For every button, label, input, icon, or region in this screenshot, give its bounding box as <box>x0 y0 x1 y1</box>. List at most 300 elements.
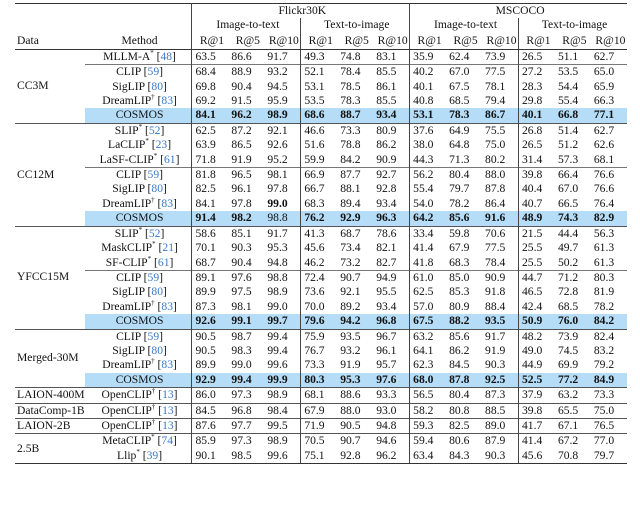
metric-header: R@5 <box>337 33 373 50</box>
metric-value-text: 42.4 <box>522 299 543 313</box>
metric-value <box>555 329 591 344</box>
data-cell: Merged-30M <box>15 329 85 388</box>
metric-value-text: 84.5 <box>449 358 470 372</box>
metric-value-text: 92.7 <box>376 168 397 182</box>
metric-value-text: 98.8 <box>267 211 288 225</box>
metric-value <box>482 314 518 329</box>
metric-value <box>446 344 482 358</box>
method-marker: † <box>151 387 156 396</box>
metric-value-text: 85.6 <box>449 211 470 225</box>
metric-value <box>264 182 300 196</box>
metric-value-text: 44.3 <box>413 152 434 166</box>
metric-value-text: 70.0 <box>304 299 325 313</box>
metric-header: R@5 <box>446 33 482 50</box>
metric-value-text: 61.0 <box>413 270 434 284</box>
metric-value <box>519 418 555 433</box>
metric-value <box>555 153 591 168</box>
metric-value-text: 76.5 <box>593 418 615 432</box>
data-cell: CC3M <box>15 49 85 123</box>
citation-link[interactable]: 21 <box>162 241 174 255</box>
metric-value <box>228 314 264 329</box>
metric-value-text: 62.6 <box>593 138 615 152</box>
metric-value-text: 99.4 <box>267 329 288 343</box>
method-cell: SF-CLIP* [61] <box>105 254 174 269</box>
metric-value-text: 95.7 <box>376 358 397 372</box>
metric-value-text: 93.0 <box>376 403 397 417</box>
metric-value <box>555 256 591 271</box>
citation-link[interactable]: 23 <box>155 138 168 152</box>
citation-link[interactable]: 80 <box>151 182 163 196</box>
metric-value <box>482 80 518 94</box>
citation-link[interactable]: 80 <box>151 79 163 93</box>
method-cell: CLIP [59] <box>85 329 192 344</box>
method-marker: * <box>152 240 156 249</box>
metric-value-text: 76.6 <box>593 182 615 196</box>
metric-value <box>446 418 482 433</box>
metric-value-text: 78.3 <box>449 108 470 122</box>
metric-value <box>337 344 373 358</box>
metric-value <box>301 211 337 226</box>
metric-value <box>228 449 264 464</box>
metric-value <box>410 270 446 285</box>
method-name: MetaCLIP <box>102 434 152 448</box>
metric-value-text: 98.1 <box>267 168 288 182</box>
metric-value <box>555 65 591 80</box>
metric-value <box>264 403 300 418</box>
metric-value <box>373 434 409 449</box>
metric-value <box>555 344 591 358</box>
metric-value <box>482 418 518 433</box>
metric-value <box>519 197 555 211</box>
metric-value-text: 86.7 <box>485 108 506 122</box>
citation-link[interactable]: 80 <box>151 285 163 299</box>
metric-value-text: 73.2 <box>340 255 361 269</box>
metric-value <box>373 314 409 329</box>
metric-value-text: 55.4 <box>413 182 434 196</box>
metric-value-text: 88.2 <box>449 314 470 328</box>
metric-value <box>264 226 300 241</box>
metric-value <box>264 285 300 299</box>
method-name: SLIP <box>114 226 139 240</box>
metric-value <box>373 344 409 358</box>
metric-value <box>301 153 337 168</box>
metric-value <box>519 373 555 388</box>
metric-value-text: 73.4 <box>340 241 361 255</box>
citation-link[interactable]: 83 <box>161 358 173 372</box>
metric-value <box>591 373 627 388</box>
metric-value <box>555 403 591 418</box>
metric-value-text: 82.5 <box>195 182 216 196</box>
metric-value-text: 62.5 <box>195 123 216 137</box>
metric-value-text: 67.5 <box>449 79 470 93</box>
metric-value-text: 98.2 <box>231 211 252 225</box>
metric-value-text: 90.7 <box>340 270 361 284</box>
metric-value <box>228 285 264 299</box>
metric-value <box>373 300 409 314</box>
metric-value-text: 93.3 <box>376 388 397 402</box>
citation-link[interactable]: 83 <box>161 94 173 108</box>
metric-value <box>192 300 228 314</box>
table-row <box>15 314 627 329</box>
citation-link[interactable]: 13 <box>162 418 174 432</box>
metric-value-text: 86.0 <box>195 388 216 402</box>
metric-value <box>337 285 373 299</box>
metric-value-text: 90.3 <box>485 448 506 462</box>
metric-value-text: 94.5 <box>267 79 288 93</box>
metric-value-text: 89.2 <box>340 299 361 313</box>
citation-link[interactable]: 61 <box>164 152 176 166</box>
metric-value-text: 48.2 <box>522 329 543 343</box>
metric-value <box>192 153 228 168</box>
metric-value-text: 97.8 <box>267 182 288 196</box>
metric-value-text: 98.3 <box>231 343 252 357</box>
metric-value-text: 61.3 <box>593 241 615 255</box>
metric-value-text: 79.7 <box>593 448 615 462</box>
metric-value <box>482 241 518 255</box>
metric-value <box>482 403 518 418</box>
metric-value <box>301 197 337 211</box>
metric-value <box>301 94 337 108</box>
metric-value <box>228 197 264 211</box>
metric-value-text: 80.8 <box>449 403 470 417</box>
metric-value-text: 79.6 <box>304 314 325 328</box>
metric-value-text: 86.1 <box>376 79 397 93</box>
metric-value-text: 87.8 <box>449 372 470 386</box>
metric-value-text: 80.9 <box>376 123 397 137</box>
citation-link[interactable]: 13 <box>162 388 174 402</box>
metric-value-text: 64.2 <box>413 211 434 225</box>
metric-value-text: 89.1 <box>195 270 216 284</box>
metric-value-text: 96.8 <box>376 314 397 328</box>
metric-value-text: 67.5 <box>413 314 434 328</box>
metric-value-text: 84.2 <box>593 314 615 328</box>
citation-link[interactable]: 83 <box>161 196 173 210</box>
metric-value <box>228 182 264 196</box>
metric-value <box>192 211 228 226</box>
metric-value-text: 85.1 <box>231 226 252 240</box>
metric-value-text: 79.2 <box>593 358 615 372</box>
method-cell <box>85 373 192 388</box>
metric-value <box>591 344 627 358</box>
metric-value-text: 89.9 <box>195 285 216 299</box>
method-cell <box>85 314 192 329</box>
method-name: DreamLIP <box>102 358 152 372</box>
metric-value-text: 68.0 <box>413 372 434 386</box>
metric-value <box>373 270 409 285</box>
metric-value <box>410 285 446 299</box>
citation-link[interactable]: 13 <box>162 403 174 417</box>
metric-value-text: 64.9 <box>449 123 470 137</box>
metric-value <box>192 256 228 271</box>
metric-value <box>482 388 518 403</box>
metric-value <box>519 153 555 168</box>
method-cell: CLIP [59] <box>85 65 192 80</box>
metric-value <box>446 270 482 285</box>
metric-value <box>446 285 482 299</box>
metric-value-text: 73.3 <box>304 358 325 372</box>
metric-value-text: 25.5 <box>522 241 543 255</box>
metric-value-text: 98.9 <box>267 108 288 122</box>
metric-value-text: 63.5 <box>195 49 216 63</box>
metric-value-text: 73.3 <box>340 123 361 137</box>
metric-value-text: 99.5 <box>267 418 288 432</box>
metric-value <box>446 182 482 196</box>
metric-value-text: 98.9 <box>267 388 288 402</box>
metric-value <box>519 358 555 372</box>
metric-value <box>192 123 228 138</box>
metric-header: R@5 <box>555 33 591 50</box>
metric-value <box>337 256 373 271</box>
metric-value <box>301 344 337 358</box>
metric-value <box>301 168 337 183</box>
metric-value <box>591 182 627 196</box>
metric-value <box>519 434 555 449</box>
metric-value <box>192 314 228 329</box>
metric-value <box>591 285 627 299</box>
metric-value <box>410 373 446 388</box>
metric-value-text: 70.6 <box>485 226 506 240</box>
metric-value <box>446 434 482 449</box>
data-column-header: Data <box>15 33 85 50</box>
method-name: CLIP <box>116 270 141 284</box>
method-cell: OpenCLIP† [13] <box>85 403 192 418</box>
metric-value <box>192 285 228 299</box>
method-marker: * <box>138 122 143 131</box>
metric-value <box>192 241 228 255</box>
metric-value <box>410 65 446 80</box>
metric-value <box>337 329 373 344</box>
metric-value <box>264 314 300 329</box>
metric-value-text: 62.7 <box>593 123 615 137</box>
method-name: DreamLIP <box>102 299 152 313</box>
metric-value <box>264 49 300 64</box>
metric-value <box>264 434 300 449</box>
metric-value <box>337 358 373 372</box>
metric-value <box>519 449 555 464</box>
metric-value <box>446 329 482 344</box>
metric-value <box>591 123 627 138</box>
metric-value-text: 87.2 <box>231 123 252 137</box>
metric-value <box>192 270 228 285</box>
method-marker: * <box>147 254 152 263</box>
metric-value <box>591 256 627 271</box>
metric-value <box>482 256 518 271</box>
metric-value-text: 65.9 <box>593 79 615 93</box>
metric-value <box>337 80 373 94</box>
method-cell: DreamLIP† [83] <box>102 196 177 210</box>
metric-value <box>337 418 373 433</box>
results-table <box>15 3 627 464</box>
metric-value <box>264 211 300 226</box>
table-row <box>15 168 627 183</box>
metric-value <box>264 123 300 138</box>
metric-value-text: 77.1 <box>593 108 615 122</box>
direction-header: Text-to-image <box>519 18 628 32</box>
method-cell: DreamLIP† [83] <box>102 357 177 372</box>
metric-value-text: 91.4 <box>195 211 216 225</box>
metric-value-text: 69.9 <box>557 358 579 372</box>
metric-value-text: 98.9 <box>267 285 288 299</box>
citation-link[interactable]: 74 <box>161 434 174 448</box>
metric-value <box>337 123 373 138</box>
table-row <box>15 270 627 285</box>
metric-value <box>410 358 446 372</box>
metric-value-text: 65.5 <box>557 403 579 417</box>
citation-link[interactable]: 83 <box>161 299 173 313</box>
method-name: SigLIP <box>112 285 145 299</box>
data-cell: CC12M <box>15 123 85 226</box>
metric-value-text: 63.4 <box>413 448 434 462</box>
metric-value-text: 85.3 <box>449 285 470 299</box>
metric-value <box>373 285 409 299</box>
method-marker: † <box>151 196 155 205</box>
metric-value-text: 85.5 <box>376 65 397 79</box>
metric-value-text: 82.9 <box>593 211 615 225</box>
metric-value <box>337 153 373 168</box>
metric-value-text: 97.7 <box>231 418 252 432</box>
citation-link[interactable]: 48 <box>160 49 173 63</box>
citation-link[interactable]: 39 <box>146 448 159 462</box>
metric-value <box>337 300 373 314</box>
table-row <box>15 418 627 433</box>
metric-value-text: 98.5 <box>231 448 252 462</box>
citation-link[interactable]: 59 <box>147 168 160 182</box>
metric-value <box>482 182 518 196</box>
metric-value-text: 76.0 <box>557 314 579 328</box>
metric-value <box>591 226 627 241</box>
metric-value <box>482 329 518 344</box>
metric-value <box>228 373 264 388</box>
metric-value <box>264 449 300 464</box>
metric-value <box>555 138 591 152</box>
citation-link[interactable]: 59 <box>147 65 160 79</box>
metric-value-text: 40.1 <box>522 108 543 122</box>
metric-value-text: 95.5 <box>376 285 397 299</box>
metric-value-text: 88.9 <box>231 65 252 79</box>
citation-link[interactable]: 52 <box>148 226 161 240</box>
metric-value <box>337 226 373 241</box>
metric-value <box>591 94 627 108</box>
citation-link[interactable]: 52 <box>148 123 161 137</box>
metric-value <box>446 449 482 464</box>
metric-value <box>446 358 482 372</box>
metric-value <box>264 94 300 108</box>
metric-value <box>446 94 482 108</box>
method-marker: † <box>151 93 155 102</box>
metric-value <box>228 211 264 226</box>
metric-value <box>446 403 482 418</box>
metric-value <box>373 418 409 433</box>
metric-value-text: 67.0 <box>449 65 470 79</box>
metric-value-text: 90.7 <box>340 434 361 448</box>
metric-header: R@10 <box>264 33 300 50</box>
metric-value <box>264 358 300 372</box>
metric-value-text: 77.5 <box>485 241 506 255</box>
data-cell: LAION-2B <box>15 418 85 433</box>
metric-value-text: 87.3 <box>195 299 216 313</box>
metric-value-text: 78.2 <box>449 196 470 210</box>
metric-value <box>264 373 300 388</box>
method-name: SigLIP <box>112 343 145 357</box>
metric-value <box>410 153 446 168</box>
direction-header: Text-to-image <box>301 18 410 32</box>
metric-value <box>337 211 373 226</box>
citation-link[interactable]: 59 <box>147 329 160 343</box>
metric-value <box>519 314 555 329</box>
metric-value-text: 92.8 <box>376 182 397 196</box>
method-marker: * <box>150 48 154 57</box>
citation-link[interactable]: 61 <box>157 255 170 269</box>
method-cell: OpenCLIP† [13] <box>85 418 192 433</box>
metric-header: R@10 <box>373 33 409 50</box>
metric-value <box>446 49 482 64</box>
metric-header: R@1 <box>301 33 337 50</box>
method-cell: SigLIP [80] <box>112 182 167 196</box>
metric-value-text: 88.1 <box>340 182 361 196</box>
method-cell: MaskCLIP* [21] <box>101 240 178 255</box>
metric-value-text: 55.4 <box>557 94 579 108</box>
metric-value <box>373 211 409 226</box>
metric-value-text: 44.4 <box>557 226 579 240</box>
metric-value-text: 26.5 <box>522 138 543 152</box>
metric-value-text: 59.8 <box>449 226 470 240</box>
metric-value <box>555 123 591 138</box>
metric-value-text: 41.4 <box>522 434 543 448</box>
metric-value-text: 83.2 <box>593 343 615 357</box>
metric-value-text: 62.4 <box>449 49 470 63</box>
metric-value-text: 84.3 <box>449 448 470 462</box>
table-row <box>15 344 627 358</box>
metric-value <box>228 300 264 314</box>
citation-link[interactable]: 80 <box>151 343 163 357</box>
table-row <box>15 388 627 403</box>
metric-value <box>446 388 482 403</box>
metric-value-text: 88.4 <box>485 299 506 313</box>
metric-value-text: 64.8 <box>449 138 470 152</box>
metric-value-text: 80.9 <box>449 299 470 313</box>
citation-link[interactable]: 59 <box>147 270 160 284</box>
data-cell: 2.5B <box>15 434 85 464</box>
metric-value <box>482 108 518 123</box>
metric-value <box>555 358 591 372</box>
table-row <box>15 403 627 418</box>
metric-value-text: 37.6 <box>413 123 434 137</box>
metric-value <box>446 256 482 271</box>
metric-value-text: 94.8 <box>376 418 397 432</box>
metric-value-text: 59.4 <box>413 434 434 448</box>
metric-value <box>373 197 409 211</box>
metric-value <box>301 138 337 152</box>
metric-value <box>410 211 446 226</box>
table-row <box>15 49 627 64</box>
metric-value <box>519 344 555 358</box>
table-row <box>15 241 627 255</box>
metric-value-text: 99.6 <box>267 448 288 462</box>
metric-value-text: 71.3 <box>449 152 470 166</box>
metric-value-text: 87.9 <box>485 434 506 448</box>
metric-value <box>228 358 264 372</box>
metric-value <box>410 329 446 344</box>
method-cell: MetaCLIP* [74] <box>85 434 192 449</box>
metric-value-text: 46.6 <box>304 123 325 137</box>
metric-value-text: 87.8 <box>485 182 506 196</box>
metric-value <box>373 108 409 123</box>
metric-value-text: 58.6 <box>195 226 216 240</box>
method-name: DreamLIP <box>102 94 152 108</box>
metric-value <box>228 153 264 168</box>
metric-value <box>373 403 409 418</box>
metric-value-text: 67.2 <box>557 434 579 448</box>
